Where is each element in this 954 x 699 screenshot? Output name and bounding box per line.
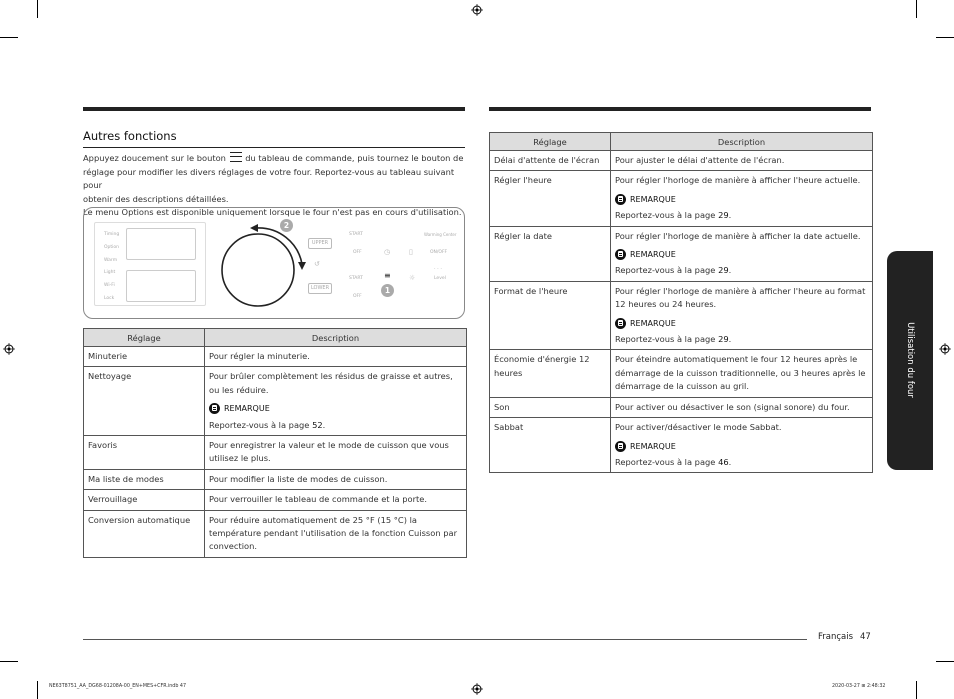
control-panel-illustration xyxy=(83,207,465,319)
table-row xyxy=(490,397,873,417)
note-icon xyxy=(615,249,626,260)
table-row xyxy=(84,436,467,470)
page-reference: Reportez-vous à la page 52. xyxy=(209,419,326,430)
panel-label: Wi-Fi xyxy=(104,283,115,288)
description-cell: Pour modifier la liste de modes de cuisson. xyxy=(205,469,467,489)
table-row xyxy=(84,510,467,557)
reference-text: Reportez-vous à la page xyxy=(209,419,310,430)
table-row xyxy=(490,226,873,281)
table-header xyxy=(84,329,467,347)
callout-badge: 2 xyxy=(280,219,293,232)
intro-line: réglage pour modifier les divers réglages de votre four. Reportez-vous au tableau suivant pour xyxy=(83,166,455,191)
setting-cell: Minuterie xyxy=(84,347,205,367)
setting-cell: Son xyxy=(490,397,611,417)
upper-off-label: OFF xyxy=(353,250,362,255)
header-setting: Réglage xyxy=(84,329,205,347)
description-text: Pour régler l'horloge de manière à afficher la date actuelle. xyxy=(615,230,861,241)
print-slug-left: NE63T8751_AA_DG68-01208A-00_EN+MES+CFR.indb 47 xyxy=(49,684,187,689)
header-description: Description xyxy=(611,133,873,151)
panel-label: Timing xyxy=(104,232,120,237)
note xyxy=(209,402,462,415)
note-label: REMARQUE xyxy=(224,404,270,414)
level-label: Level xyxy=(434,276,446,281)
clock-icon: ◷ xyxy=(384,248,391,256)
table-row xyxy=(490,281,873,350)
title-underline xyxy=(83,147,465,148)
table-row xyxy=(490,151,873,171)
description-cell: Pour réduire automatiquement de 25 °F (15 °C) la température pendant l'utilisation de la fonction Cuisson par convection. xyxy=(205,510,467,557)
print-slug-right: 2020-03-27 ⊞ 2:48:32 xyxy=(832,684,886,689)
warming-center-label: Warming Center xyxy=(424,232,457,237)
menu-icon: ≡ xyxy=(384,271,391,280)
page-reference: Reportez-vous à la page 46. xyxy=(615,456,732,467)
timer-icon: ▯ xyxy=(409,248,413,256)
setting-cell: Régler l'heure xyxy=(490,171,611,226)
description-text: Pour activer/désactiver le mode Sabbat. xyxy=(615,422,782,433)
reference-page: 52 xyxy=(312,419,323,430)
setting-cell: Favoris xyxy=(84,436,205,470)
table-row xyxy=(84,347,467,367)
setting-cell: Sabbat xyxy=(490,418,611,473)
level-dots: · · · xyxy=(434,266,442,272)
reference-page: 29 xyxy=(718,334,729,345)
lower-display xyxy=(126,270,196,302)
setting-cell: Format de l'heure xyxy=(490,281,611,350)
description-cell: Pour verrouiller le tableau de commande et la porte. xyxy=(205,490,467,510)
panel-label: Light xyxy=(104,270,116,275)
crop-mark xyxy=(37,681,38,699)
setting-cell: Nettoyage xyxy=(84,367,205,436)
footer-rule xyxy=(83,639,807,640)
page-reference: Reportez-vous à la page 29. xyxy=(615,334,732,345)
table-row xyxy=(84,490,467,510)
table-header xyxy=(490,133,873,151)
upper-display xyxy=(126,228,196,260)
section-title: Autres fonctions xyxy=(83,129,177,143)
lower-button: LOWER xyxy=(308,283,332,294)
reference-text: Reportez-vous à la page xyxy=(615,456,716,467)
setting-cell: Régler la date xyxy=(490,226,611,281)
description-cell: Pour régler la minuterie. xyxy=(205,347,467,367)
setting-cell: Ma liste de modes xyxy=(84,469,205,489)
section-rule xyxy=(83,107,465,111)
description-cell xyxy=(205,367,467,436)
note-label: REMARQUE xyxy=(630,318,676,328)
footer-language: Français xyxy=(818,632,854,642)
panel-label: Option xyxy=(104,245,120,250)
note-icon xyxy=(615,441,626,452)
crop-mark xyxy=(0,661,18,662)
page-reference: Reportez-vous à la page 29. xyxy=(615,265,732,276)
note xyxy=(615,440,868,453)
description-cell: Pour éteindre automatiquement le four 12 heures après le démarrage de la cuisson traditionnelle, ou 3 heures après le démarrage de la cuisson au gril. xyxy=(611,350,873,397)
lower-off-label: OFF xyxy=(353,294,362,299)
registration-mark-icon xyxy=(471,4,483,16)
note-label: REMARQUE xyxy=(630,250,676,260)
setting-cell: Délai d'attente de l'écran xyxy=(490,151,611,171)
menu-icon xyxy=(230,152,242,162)
registration-mark-icon xyxy=(471,683,483,695)
on-off-label: ON/OFF xyxy=(430,250,448,255)
chapter-side-tab-label: Utilisation du four xyxy=(905,322,915,398)
table-row xyxy=(490,171,873,226)
crop-mark xyxy=(936,661,954,662)
upper-start-label: START xyxy=(349,232,363,237)
back-icon: ↺ xyxy=(314,260,320,268)
table-row xyxy=(490,350,873,397)
table-row xyxy=(84,367,467,436)
page-reference: Reportez-vous à la page 29. xyxy=(615,210,732,221)
options-table-left xyxy=(83,328,467,558)
header-description: Description xyxy=(205,329,467,347)
description-cell: Pour enregistrer la valeur et le mode de cuisson que vous utilisez le plus. xyxy=(205,436,467,470)
note xyxy=(615,193,868,206)
reference-text: Reportez-vous à la page xyxy=(615,265,716,276)
crop-mark xyxy=(0,37,18,38)
description-cell xyxy=(611,226,873,281)
note-icon xyxy=(615,318,626,329)
section-rule xyxy=(489,107,871,111)
description-text: Pour brûler complètement les résidus de graisse et autres, ou les réduire. xyxy=(209,371,453,395)
setting-cell: Verrouillage xyxy=(84,490,205,510)
reference-page: 29 xyxy=(718,265,729,276)
description-text: Pour régler l'horloge de manière à afficher l'heure actuelle. xyxy=(615,175,861,186)
note-icon xyxy=(209,403,220,414)
upper-button: UPPER xyxy=(308,238,332,249)
description-cell: Pour activer ou désactiver le son (signal sonore) du four. xyxy=(611,397,873,417)
intro-line: du tableau de commande, puis tournez le bouton de xyxy=(245,153,464,163)
note xyxy=(615,248,868,261)
setting-cell: Économie d'énergie 12 heures xyxy=(490,350,611,397)
reference-page: 29 xyxy=(718,210,729,221)
note-icon xyxy=(615,194,626,205)
reference-text: Reportez-vous à la page xyxy=(615,210,716,221)
registration-mark-icon xyxy=(3,343,15,355)
crop-mark xyxy=(936,37,954,38)
description-cell xyxy=(611,281,873,350)
crop-mark xyxy=(916,681,917,699)
description-cell xyxy=(611,171,873,226)
panel-label: Warm xyxy=(104,258,118,263)
description-cell xyxy=(611,418,873,473)
lower-start-label: START xyxy=(349,276,363,281)
callout-badge: 1 xyxy=(381,284,394,297)
reference-page: 46 xyxy=(718,456,729,467)
table-row xyxy=(84,469,467,489)
reference-text: Reportez-vous à la page xyxy=(615,334,716,345)
crop-mark xyxy=(916,0,917,18)
description-text: Pour régler l'horloge de manière à afficher l'heure au format 12 heures ou 24 heures. xyxy=(615,285,866,310)
intro-line: Appuyez doucement sur le bouton xyxy=(83,153,226,163)
panel-label: Lock xyxy=(104,296,115,301)
intro-line: obtenir des descriptions détaillées. xyxy=(83,193,229,204)
intro-line: Le menu Options est disponible uniquement lorsque le four n'est pas en cours d'utilisation. xyxy=(83,207,462,218)
options-table-right xyxy=(489,132,873,473)
light-icon: ☼ xyxy=(409,274,416,282)
registration-mark-icon xyxy=(939,343,951,355)
note-label: REMARQUE xyxy=(630,441,676,451)
header-setting: Réglage xyxy=(490,133,611,151)
note-label: REMARQUE xyxy=(630,194,676,204)
page-number: 47 xyxy=(860,632,871,642)
description-cell: Pour ajuster le délai d'attente de l'écran. xyxy=(611,151,873,171)
setting-cell: Conversion automatique xyxy=(84,510,205,557)
note xyxy=(615,317,868,330)
table-row xyxy=(490,418,873,473)
selector-knob-icon xyxy=(216,220,308,312)
crop-mark xyxy=(37,0,38,18)
